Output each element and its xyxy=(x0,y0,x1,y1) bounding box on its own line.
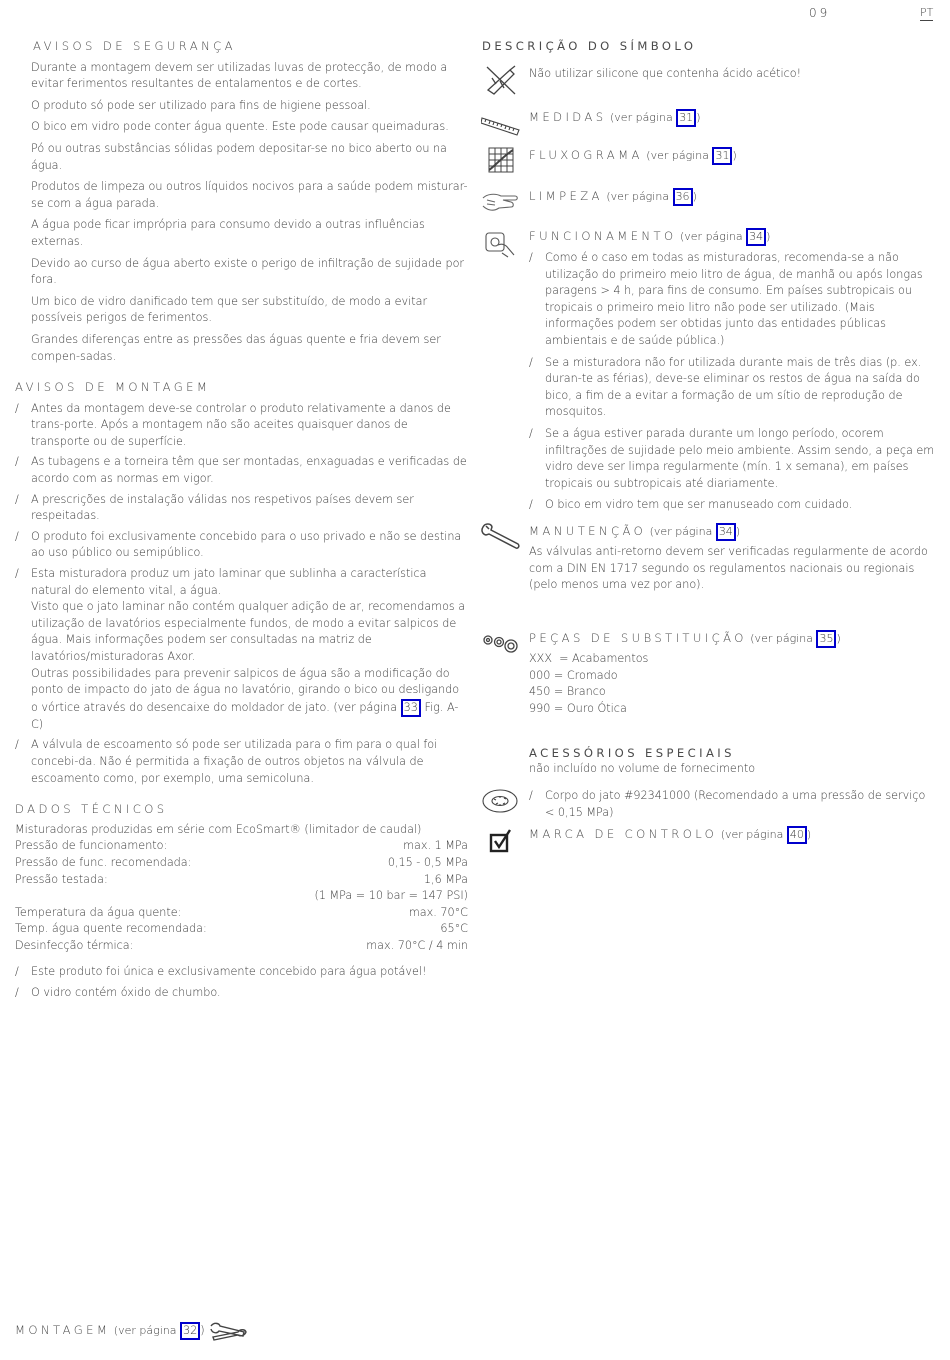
finish-item: 990 = Ouro Ótica xyxy=(529,701,627,715)
accessories-list-block xyxy=(529,788,929,825)
safety-paragraph: Devido ao curso de água aberto existe o perigo de infiltração de sujidade por fora. xyxy=(31,256,465,287)
finish-item: XXX = Acabamentos xyxy=(529,652,649,665)
control-mark-title: MARCA DE CONTROLO xyxy=(529,827,718,841)
maintenance-text: As válvulas anti-retorno devem ser verificadas regularmente de acordo com a DIN EN 1717 segundo os regulamentos nacionais ou regionais (pelo menos uma vez por ano). xyxy=(529,545,928,592)
cleaning-hand-icon xyxy=(481,188,521,216)
checkbox-mark-icon xyxy=(488,828,514,854)
page-link-36[interactable]: 36 xyxy=(673,188,693,206)
safety-paragraph: Produtos de limpeza ou outros líquidos nocivos para a saúde podem misturar-se com a água parada. xyxy=(31,180,468,210)
safety-title: AVISOS DE SEGURANÇA xyxy=(33,39,236,53)
flow-title: FLUXOGRAMA xyxy=(529,148,643,162)
list-item: / Esta misturadora produz um jato laminar que sublinha a característica natural do elemento vital, a água. Visto que o jato laminar não contém qualquer adição de ar, recomendamos a utilização de lavatórios especialmente fundos, de modo a evitar salpicos de água. Mais informações podem ser consultadas na matriz de lavatórios/misturadoras Axor. Outras possibilidades para prevenir salpicos de água são a modificação do ponto de impacto do jato de água no lavatório, girando o bico ou desligando o vórtice através do desencaixe do moldador de jato. (ver página 33 Fig. A-C) xyxy=(15,567,466,731)
technical-intro: Misturadoras produzidas em série com EcoSmart® (limitador de caudal) xyxy=(15,822,422,836)
list-item: / Corpo do jato #92341000 (Recomendado a uma pressão de serviço < 0,15 MPa) xyxy=(529,789,926,819)
silicone-gun-icon xyxy=(484,64,518,96)
operation-list-block xyxy=(529,250,936,518)
safety-paragraph: Pó ou outras substâncias sólidas podem depositar-se no bico aberto ou na água. xyxy=(31,141,447,172)
finishes-list xyxy=(529,651,829,717)
wrench-icon xyxy=(480,522,522,552)
assembly-warnings-title: AVISOS DE MONTAGEM xyxy=(15,380,211,395)
operation-hand-icon xyxy=(484,229,518,259)
ruler-icon xyxy=(481,110,521,136)
cleaning-row: LIMPEZA (ver página 36 ) xyxy=(529,188,697,206)
list-item: / O bico em vidro tem que ser manuseado com cuidado. xyxy=(529,498,853,512)
operation-title: FUNCIONAMENTO xyxy=(529,229,677,243)
list-item: / Se a água estiver parada durante um longo período, ocorem infiltrações de sujidade pelo meio ambiente. Assim sendo, a peça em vidro deve ser limpa regularmente (mín. 1 x semana), em países tropicais ou subtropicais até diariamente. xyxy=(529,426,935,490)
technical-table xyxy=(15,838,468,954)
page-link-34b[interactable]: 34 xyxy=(716,523,736,541)
list-item: / Se a misturadora não for utilizada durante mais de três dias (p. ex. duran-te as férias), deve-se eliminar os restos de água na saída do bico, a fim de a evitar a formação de um sítio de reprodução de mosquitos. xyxy=(529,355,922,419)
page-link-31[interactable]: 31 xyxy=(676,109,696,127)
page-link-40[interactable]: 40 xyxy=(787,826,807,844)
technical-notes xyxy=(15,964,468,1002)
safety-paragraph: O bico em vidro pode conter água quente. Este pode causar queimaduras. xyxy=(31,120,449,134)
list-item: / A válvula de escoamento só pode ser utilizada para o fim para o qual foi concebi-da. Não é permitida a fixação de outros objetos na válvula de escoamento como, por exemplo, uma semicoluna. xyxy=(15,738,438,785)
symbols-title: DESCRIÇÃO DO SÍMBOLO xyxy=(482,39,697,53)
list-item: / A prescrições de instalação válidas nos respetivos países devem ser respeitadas. xyxy=(15,492,414,523)
assembly-warnings-list xyxy=(15,401,468,787)
table-row: Temp. água quente recomendada: 65°C xyxy=(15,922,468,936)
flow-row: FLUXOGRAMA (ver página 31 ) xyxy=(529,147,737,165)
operation-row: FUNCIONAMENTO (ver página 34 ) xyxy=(529,228,770,246)
list-item: / Como é o caso em todas as misturadoras, recomenda-se a não utilização do primeiro meio litro de água, de manhã ou após longas paragens > 4 h, para fins de consumo. Em países subtropicais ou tropicais o primeiro meio litro não pode ser utilizado. (Mais informações podem ser obtidas junto das entidades públicas ambientais e de saúde pública.) xyxy=(529,251,923,347)
maintenance-title: MANUTENÇÃO xyxy=(529,524,647,538)
list-item: / O produto foi exclusivamente concebido para o uso privado e não se destina ao uso público ou semipúblico. xyxy=(15,529,462,560)
maintenance-row: MANUTENÇÃO (ver página 34 ) xyxy=(529,523,740,541)
tools-icon xyxy=(208,1320,248,1344)
page-number: 09 xyxy=(809,6,831,20)
accessories-list xyxy=(529,788,929,821)
page-link-32[interactable]: 32 xyxy=(180,1322,200,1340)
spare-parts-icon xyxy=(481,630,521,658)
jet-body-icon xyxy=(481,787,521,815)
accessories-subtitle: não incluído no volume de fornecimento xyxy=(529,762,756,775)
safety-paragraph: Grandes diferenças entre as pressões das águas quente e fria devem ser compen-sadas. xyxy=(31,332,441,363)
table-row: Pressão de funcionamento: max. 1 MPa xyxy=(15,839,468,853)
page-link-34[interactable]: 34 xyxy=(746,228,766,246)
safety-paragraph: A água pode ficar imprópria para consumo devido a outras influências externas. xyxy=(31,218,425,248)
flow-chart-icon xyxy=(487,146,517,174)
accessories-title: ACESSÓRIOS ESPECIAIS xyxy=(529,746,735,760)
spare-parts-row: PEÇAS DE SUBSTITUIÇÃO (ver página 35 ) xyxy=(529,630,841,648)
silicone-warning-text: Não utilizar silicone que contenha ácido acético! xyxy=(529,67,802,80)
measures-title: MEDIDAS xyxy=(529,110,607,124)
table-row: (1 MPa = 10 bar = 147 PSI) xyxy=(314,889,468,903)
list-item: / Antes da montagem deve-se controlar o produto relativamente a danos de trans-porte. Após a montagem não são aceites quaisquer danos de transporte ou de superfície. xyxy=(15,401,451,448)
safety-paragraphs xyxy=(31,60,468,366)
language-label: PT xyxy=(920,6,934,19)
assembly-title: MONTAGEM xyxy=(15,1323,111,1337)
table-row: Temperatura da água quente: max. 70°C xyxy=(15,905,468,919)
page-link-31b[interactable]: 31 xyxy=(712,147,732,165)
measures-row: MEDIDAS (ver página 31 ) xyxy=(529,109,700,127)
cleaning-title: LIMPEZA xyxy=(529,189,603,203)
assembly-footer: MONTAGEM (ver página 32 ) xyxy=(15,1322,205,1340)
list-item: / O vidro contém óxido de chumbo. xyxy=(15,986,221,1000)
finish-item: 000 = Cromado xyxy=(529,668,618,682)
safety-paragraph: O produto só pode ser utilizado para fins de higiene pessoal. xyxy=(31,98,371,112)
safety-paragraph: Durante a montagem devem ser utilizadas luvas de protecção, de modo a evitar ferimentos resultantes de entalamentos e de cortes. xyxy=(31,60,448,91)
finish-item: 450 = Branco xyxy=(529,685,606,699)
page-link-33[interactable]: 33 xyxy=(401,699,421,717)
spare-parts-title: PEÇAS DE SUBSTITUIÇÃO xyxy=(529,631,747,645)
control-mark-row: MARCA DE CONTROLO (ver página 40 ) xyxy=(529,826,811,844)
table-row: Pressão testada: 1,6 MPa xyxy=(15,872,468,886)
list-item: / Este produto foi única e exclusivamente concebido para água potável! xyxy=(15,964,427,978)
table-row: Pressão de func. recomendada: 0,15 - 0,5 MPa xyxy=(15,855,468,869)
technical-title: DADOS TÉCNICOS xyxy=(15,802,168,817)
page-link-35[interactable]: 35 xyxy=(816,630,836,648)
safety-paragraph: Um bico de vidro danificado tem que ser substituído, de modo a evitar possíveis perigos de ferimentos. xyxy=(31,294,428,325)
table-row: Desinfecção térmica: max. 70°C / 4 min xyxy=(15,938,468,952)
operation-list xyxy=(529,250,936,514)
list-item: / As tubagens e a torneira têm que ser montadas, enxaguadas e verificadas de acordo com as normas em vigor. xyxy=(15,455,467,486)
left-column xyxy=(15,38,468,1006)
